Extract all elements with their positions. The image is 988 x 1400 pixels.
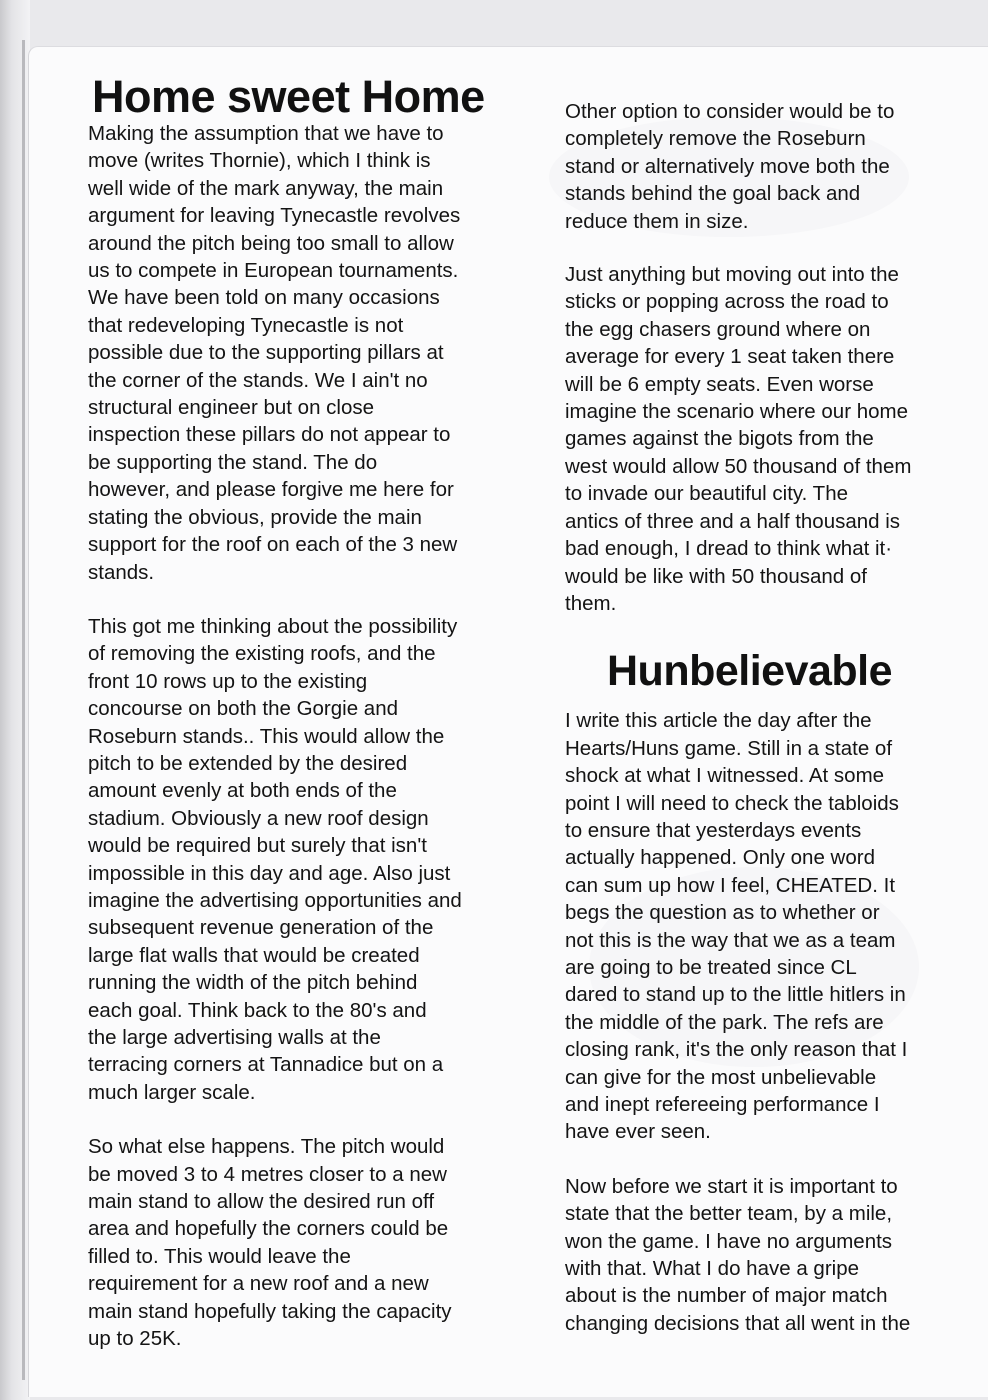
- paragraph-gap: [565, 1146, 960, 1173]
- article-title-hunbelievable: Hunbelievable: [607, 647, 893, 696]
- article-title-home-sweet-home: Home sweet Home: [92, 71, 485, 122]
- paragraph-gap: [88, 586, 508, 613]
- article-paragraph: So what else happens. The pitch would be moved 3 to 4 metres closer to a new main stand to allow the desired run off area and hopefully the corners could be filled to. This would leave the requirement for a new roof and a new main stand hopefully taking the capacity up to 25K.: [88, 1135, 452, 1351]
- article-paragraph: Just anything but moving out into the sticks or popping across the road to the egg chasers ground where on average for every 1 seat taken there will be 6 empty seats. Even worse imagine the scenario where our home games against the bigots from the west would allow 50 thousand of them to invade our beautiful city. The antics of three and a half thousand is bad enough, I dread to think what it· would be like with 50 thousand of them.: [565, 263, 912, 615]
- article-paragraph: Now before we start it is important to state that the better team, by a mile, won the game. I have no arguments with that. What I do have a gripe about is the number of major match changing decisions that all went in the: [565, 1174, 911, 1335]
- article-paragraph: Other option to consider would be to completely remove the Roseburn stand or alternatively move both the stands behind the goal back and reduce them in size.: [565, 100, 895, 233]
- article-paragraph: Making the assumption that we have to move (writes Thornie), which I think is well wide of the mark anyway, the main argument for leaving Tynecastle revolves around the pitch being too small to allow us to compete in European tournaments. We have been told on many occasions that redeveloping Tynecastle is not possible due to the supporting pillars at the corner of the stands. We I ain't no structural engineer but on close inspection these pillars do not appear to be supporting the stand. The do however, and please forgive me here for stating the obvious, provide the main support for the roof on each of the 3 new stands.: [88, 122, 461, 584]
- binding-spine: [0, 0, 30, 1400]
- article-paragraph: This got me thinking about the possibility of removing the existing roofs, and the front 10 rows up to the existing concourse on both the Gorgie and Roseburn stands.. This would allow the pitch to be extended by the desired amount evenly at both ends of the stadium. Obviously a new roof design would be required but surely that isn't impossible in this day and age. Also just imagine the advertising opportunities and subsequent revenue generation of the large flat walls that would be created running the width of the pitch behind each goal. Think back to the 80's and the large advertising walls at the terracing corners at Tannadice but on a much larger scale.: [88, 614, 462, 1104]
- right-column: [565, 98, 960, 1337]
- left-column: [88, 120, 508, 1352]
- paragraph-gap: [565, 235, 960, 261]
- paragraph-gap: [88, 1106, 508, 1133]
- binding-edge: [22, 40, 25, 1380]
- article-paragraph: I write this article the day after the Hearts/Huns game. Still in a state of shock at what I witnessed. At some point I will need to check the tabloids to ensure that yesterdays events actually happened. Only one word can sum up how I feel, CHEATED. It begs the question as to whether or not this is the way that we as a team are going to be treated since CL dared to stand up to the little hitlers in the middle of the park. The refs are closing rank, it's the only reason that I can give for the most unbelievable and inept refereeing performance I have ever seen.: [565, 709, 908, 1144]
